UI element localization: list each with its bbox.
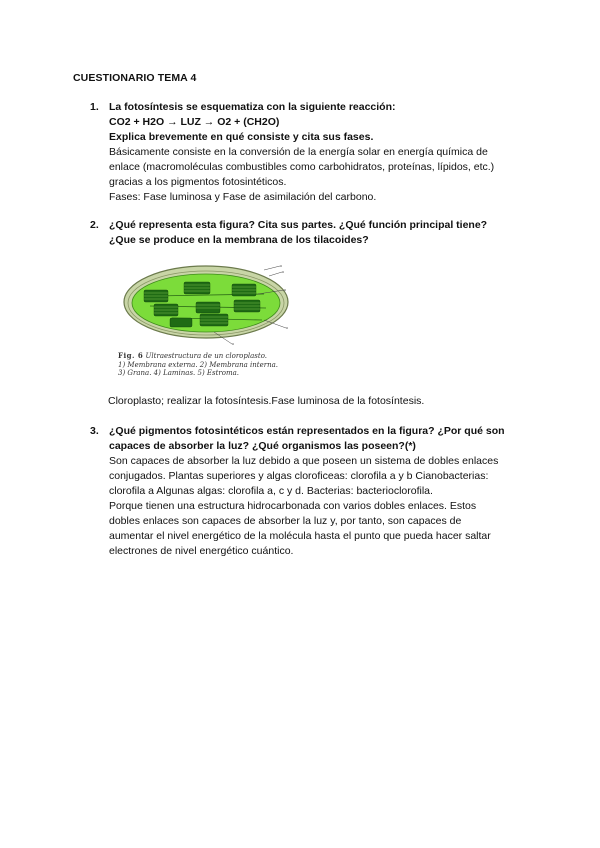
answer-3-line: aumentar el nivel energético de la molécula hasta el punto que pueda hacer saltar (109, 530, 491, 542)
question-1-number: 1. (90, 101, 99, 113)
question-2-text: ¿Qué representa esta figura? Cita sus partes. ¿Qué función principal tiene? (109, 219, 488, 231)
answer-3-line: Porque tienen una estructura hidrocarbonada con varios dobles enlaces. Estos (109, 500, 477, 512)
question-2-number: 2. (90, 219, 99, 231)
answer-1-line: enlace (macromoléculas combustibles como carbohidratos, proteínas, lípidos, etc.) (109, 161, 495, 173)
reaction-equation: CO2 + H2O → LUZ → O2 + (CH2O) (109, 116, 280, 128)
answer-2: Cloroplasto; realizar la fotosíntesis.Fase luminosa de la fotosíntesis. (108, 395, 425, 407)
question-1 (90, 100, 530, 205)
question-1-prompt: Explica brevemente en qué consiste y cita sus fases. (109, 131, 374, 143)
figure-caption (118, 352, 328, 378)
question-3-number: 3. (90, 425, 99, 437)
caption-text: 1) Membrana externa. 2) Membrana interna. (118, 360, 279, 369)
question-3 (90, 424, 530, 559)
question-1-text: La fotosíntesis se esquematiza con la siguiente reacción: (109, 101, 396, 113)
question-2-text: ¿Que se produce en la membrana de los tilacoides? (109, 234, 369, 246)
answer-1-phases: Fases: Fase luminosa y Fase de asimilación del carbono. (109, 191, 377, 203)
document-title: CUESTIONARIO TEMA 4 (73, 72, 197, 84)
answer-3-line: dobles enlaces son capaces de absorber la luz y, por tanto, son capaces de (109, 515, 462, 527)
answer-3-line: conjugados. Plantas superiores y algas cloroficeas: clorofila a y b Cianobacterias: (109, 470, 489, 482)
answer-1-line: Básicamente consiste en la conversión de la energía solar en energía química de (109, 146, 488, 158)
caption-text: 3) Grana. 4) Laminas. 5) Estroma. (118, 369, 240, 377)
question-2 (90, 218, 530, 248)
question-3-text: ¿Qué pigmentos fotosintéticos están representados en la figura? ¿Por qué son (109, 425, 505, 437)
answer-3-line: electrones de nivel energético cuántico. (109, 545, 294, 557)
figure-label: Fig. 6 (118, 351, 144, 360)
question-3-text: capaces de absorber la luz? ¿Qué organismos las poseen?(*) (109, 440, 416, 452)
caption-text: Ultraestructura de un cloroplasto. (145, 352, 268, 360)
answer-3-line: clorofila a Algunas algas: clorofila a, c y d. Bacterias: bacterioclorofila. (109, 485, 433, 497)
answer-3-line: Son capaces de absorber la luz debido a que poseen un sistema de dobles enlaces (109, 455, 499, 467)
answer-1-line: gracias a los pigmentos fotosintéticos. (109, 176, 287, 188)
